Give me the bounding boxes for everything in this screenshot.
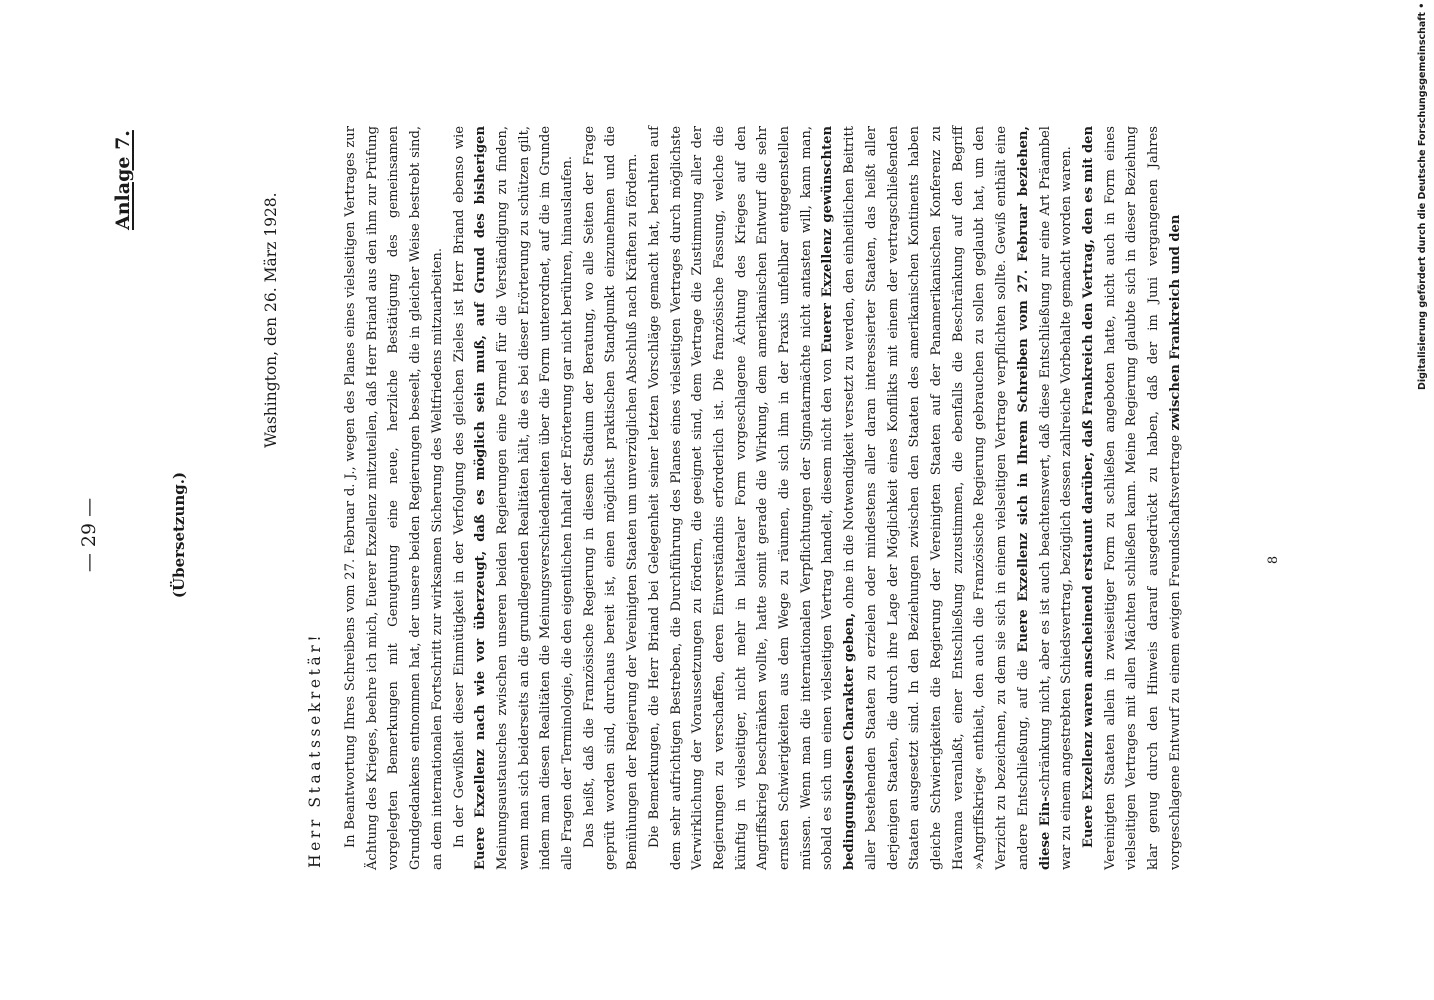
bold-text-run: Euerer Exzellenz gewünschten bedingungslosen Charakter geben, <box>820 126 858 870</box>
paragraph <box>449 126 579 870</box>
text-run: Das heißt, daß die Französische Regierung in diesem Stadium der Beratung, wo alle Seiten der Frage geprüft worden sind, durchaus bereit ist, einen möglichst praktischen Standpunkt einzunehmen und die Bemühungen der Regierung der Vereinigten Staaten um unverzüglichen Abschluß nach Kräften zu fördern. <box>581 126 641 870</box>
bold-text-run: Euere Exzellenz waren anscheinend erstaunt darüber, daß Frankreich den Vertrag, den es mit den <box>1080 126 1096 848</box>
translation-subtitle: (Übersetzung.) <box>170 471 188 599</box>
text-run: schränkung nicht, aber es ist auch beachtenswert, daß diese Entschließung nur eine Art Präambel war zu einem angestrebten Schiedsvertrag, bezüglich dessen zahlreiche Vorbehalte gemacht worden waren. <box>1037 126 1075 870</box>
text-run: In der Gewißheit dieser Einmütigkeit in der Verfolgung des gleichen Zieles ist Herr Briand ebenso wie <box>451 126 467 848</box>
dfg-watermark <box>1414 2 1432 390</box>
bold-text-run: zwischen Frankreich und den <box>1167 214 1183 431</box>
text-run: Meinungsaustausches zwischen unseren beiden Regierungen eine Formel für die Verständigung zu finden, wenn man sich beiderseits an die grundlegenden Realitäten hält, die es bei dieser Erörterung zu schützen gilt, indem man diesen Realitäten die Meinungsverschiedenheiten über die Form unterordnet, auf die im Grunde alle Fragen der Terminologie, die den eigentlichen Inhalt der Erörterung gar nicht berühren, hinauslaufen. <box>494 126 576 870</box>
place-date-line: Washington, den 26. März 1928. <box>262 192 280 448</box>
paragraph <box>1078 126 1187 870</box>
page-number: — 29 — <box>78 497 100 573</box>
text-run: ohne in die Notwendigkeit versetzt zu werden, den einheitlichen Beitritt aller bestehenden Staaten zu erzielen oder mindestens aller daran interessierter Staaten, das heißt aller derjenigen Staaten, die durch ihre Lage der Möglichkeit eines Konflikts mit einem der vertragschließenden Staaten ausgesetzt sind. In den Beziehungen zwischen den Staaten des amerikanischen Kontinents haben gleiche Schwierigkeiten die Regierung der Vereinigten Staaten auf der Panamerikanischen Konferenz zu Havanna veranlaßt, einer Entschließung zuzustimmen, die ebenfalls die Beschränkung auf den Begriff »Angriffskrieg« enthielt, den auch die Französische Regierung gebrauchen zu sollen geglaubt hat, um den Verzicht zu bezeichnen, zu dem sie sich in einem vielseitigen Vertrage verpflichten sollte. Gewiß enthält eine andere Entschließung, auf die <box>842 126 1031 870</box>
bold-text-run: Euere Exzellenz nach wie vor überzeugt, daß es möglich sein muß, auf Grund des bisherigen <box>473 126 489 870</box>
paragraph <box>579 126 644 870</box>
text-run: Vereinigten Staaten allein in zweiseitiger Form zu schließen angeboten hatte, nicht auch in Form eines vielseitigen Vertrages mit allen Mächten schließen kann. Meine Regierung glaubte sich in dieser Beziehung klar genug durch den Hinweis darauf ausgedrückt zu haben, daß der im Juni vergangenen Jahres vorgeschlagene Entwurf zu einem ewigen Freundschaftsvertrage <box>1102 126 1183 870</box>
dfg-watermark-text: Digitalisierung gefördert durch die Deutsche Forschungsgemeinschaft • <box>1417 2 1428 390</box>
text-run: Die Bemerkungen, die Herr Briand bei Gelegenheit seiner letzten Vorschläge gemacht hat, beruhten auf dem sehr aufrichtigen Bestreben, die Durchführung des Planes eines vielseitigen Vertrages durch möglichste Verwirklichung der Voraussetzungen zu fördern, die geeignet sind, dem Vertrage die Zustimmung aller der Regierungen zu verschaffen, deren Einverständnis erforderlich ist. Die französische Fassung, welche die künftig in vielseitiger, nicht mehr in bilateraler Form vorgeschlagene Ächtung des Krieges auf den Angriffskrieg beschränken wollte, hatte somit gerade die Wirkung, dem amerikanischen Entwurf die sehr ernsten Schwierigkeiten aus dem Wege zu räumen, die sich ihm in der Praxis unfehlbar entgegenstellen müssen. Wenn man die internationalen Verpflichtungen der Signatarmächte nicht antasten will, kann man, sobald es sich um einen vielseitigen Vertrag handelt, diesem nicht den von <box>646 126 836 870</box>
paragraph <box>644 126 1078 870</box>
letter-body <box>340 126 1186 870</box>
paragraph <box>340 126 449 870</box>
annex-label: Anlage 7. <box>112 130 134 230</box>
text-run: In Beantwortung Ihres Schreibens vom 27. Februar d. J., wegen des Planes eines vielseitigen Vertrages zur Ächtung des Krieges, beehre ich mich, Euerer Exzellenz mitzuteilen, daß Herr Briand aus den ihm zur Prüfung vorgelegten Bemerkungen mit Genugtuung eine neue, herzliche Bestätigung des gemeinsamen Grundgedankens entnommen hat, der unsere beiden Regierungen beseelt, die in gleicher Weise bestrebt sind, an dem internationalen Fortschritt zur wirksamen Sicherung des Weltfriedens mitzuarbeiten. <box>343 126 445 870</box>
bold-text-run: Euere Exzellenz sich in Ihrem Schreiben vom 27. Februar beziehen, diese Ein- <box>1015 126 1053 870</box>
signature-mark: 8 <box>1266 555 1281 565</box>
salutation: Herr Staatssekretär! <box>306 631 324 868</box>
